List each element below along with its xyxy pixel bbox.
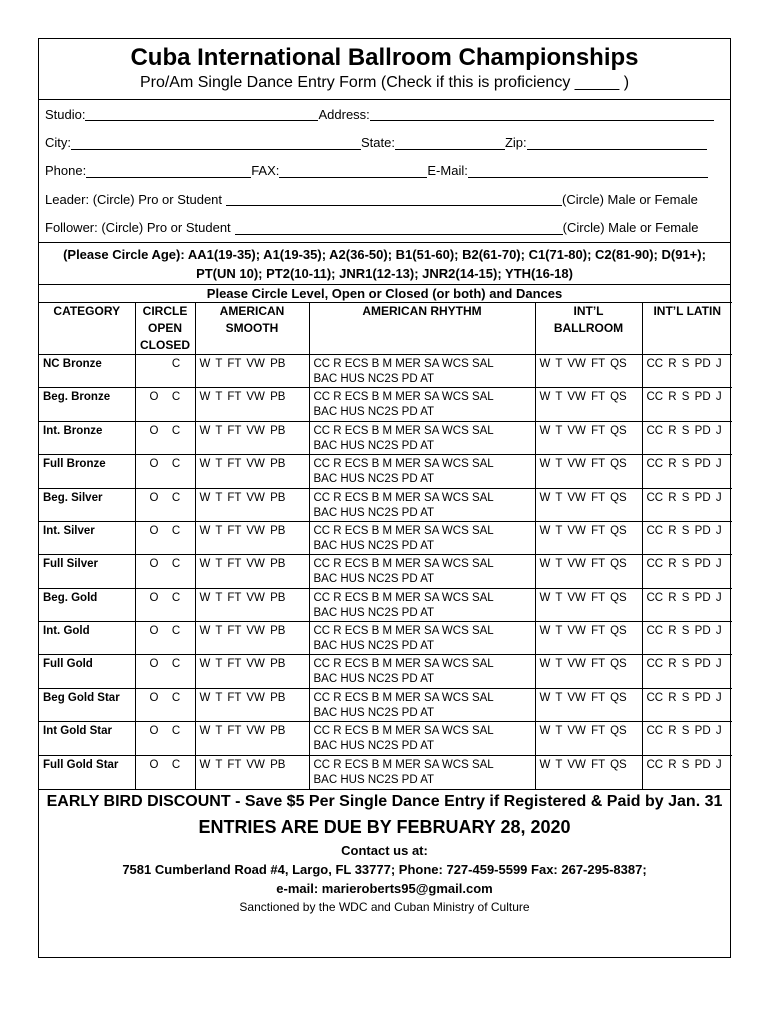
category-label: Full Gold	[39, 655, 135, 688]
smooth-dances[interactable]: W T FT VW PB	[195, 354, 309, 387]
table-row	[39, 555, 732, 588]
table-row	[39, 388, 732, 421]
rhythm-dances[interactable]	[309, 555, 535, 588]
smooth-dances[interactable]: W T FT VW PB	[195, 622, 309, 655]
rhythm-dances-line-2[interactable]: BAC HUS NC2S PD AT	[313, 606, 435, 619]
phone-label: Phone:	[45, 163, 87, 179]
table-row	[39, 722, 732, 755]
table-row	[39, 354, 732, 387]
latin-dances[interactable]: CC R S PD J	[642, 755, 732, 788]
ballroom-dances[interactable]: W T VW FT QS	[535, 588, 642, 621]
contact-title: Contact us at:	[341, 842, 428, 858]
category-label: Int. Bronze	[39, 421, 135, 454]
latin-dances[interactable]: CC R S PD J	[642, 555, 732, 588]
ballroom-dances[interactable]: W T VW FT QS	[535, 555, 642, 588]
leader-label: Leader: (Circle) Pro or Student	[45, 191, 223, 207]
form-footer	[39, 789, 730, 916]
closed-option[interactable]: C	[171, 691, 181, 704]
rhythm-dances-line-1[interactable]: CC R ECS B M MER SA WCS SAL	[313, 558, 494, 571]
closed-option[interactable]: C	[171, 458, 181, 471]
phone-field[interactable]	[86, 164, 251, 178]
ballroom-dances[interactable]: W T VW FT QS	[535, 622, 642, 655]
age-groups-line-2: PT(UN 10); PT2(10-11); JNR1(12-13); JNR2(14-15); YTH(16-18)	[196, 265, 573, 281]
ballroom-dances[interactable]: W T VW FT QS	[535, 455, 642, 488]
due-date-notice: ENTRIES ARE DUE BY FEBRUARY 28, 2020	[198, 816, 571, 837]
open-closed-header: CIRCLE OPEN CLOSED	[135, 302, 195, 354]
open-option[interactable]: O	[149, 524, 159, 537]
open-option[interactable]: O	[149, 625, 159, 638]
smooth-dances[interactable]: W T FT VW PB	[195, 388, 309, 421]
level-instructions: Please Circle Level, Open or Closed (or both) and Dances	[206, 285, 563, 301]
category-label: Int. Gold	[39, 622, 135, 655]
intl-latin-header: INT’L LATIN	[642, 302, 732, 354]
follower-row	[39, 214, 730, 242]
table-row	[39, 588, 732, 621]
rhythm-dances-line-2[interactable]: BAC HUS NC2S PD AT	[313, 473, 435, 486]
sanction-note: Sanctioned by the WDC and Cuban Ministry of Culture	[239, 899, 530, 914]
table-row	[39, 455, 732, 488]
fax-field[interactable]	[279, 164, 427, 178]
leader-row	[39, 185, 730, 213]
ballroom-dances[interactable]: W T VW FT QS	[535, 655, 642, 688]
rhythm-dances[interactable]	[309, 622, 535, 655]
table-row	[39, 622, 732, 655]
email-label: E-Mail:	[427, 163, 468, 179]
rhythm-dances-line-1[interactable]: CC R ECS B M MER SA WCS SAL	[313, 591, 494, 604]
rhythm-dances-line-2[interactable]: BAC HUS NC2S PD AT	[313, 539, 435, 552]
rhythm-dances[interactable]	[309, 755, 535, 788]
rhythm-dances-line-1[interactable]: CC R ECS B M MER SA WCS SAL	[313, 391, 494, 404]
latin-dances[interactable]: CC R S PD J	[642, 388, 732, 421]
ballroom-dances[interactable]: W T VW FT QS	[535, 688, 642, 721]
smooth-dances[interactable]: W T FT VW PB	[195, 521, 309, 554]
open-closed-cell[interactable]	[135, 588, 195, 621]
open-closed-cell[interactable]	[135, 555, 195, 588]
open-option[interactable]: O	[149, 458, 159, 471]
rhythm-dances-line-1[interactable]: CC R ECS B M MER SA WCS SAL	[313, 357, 494, 370]
form-title: Cuba International Ballroom Championships	[130, 44, 639, 71]
open-option[interactable]: O	[149, 491, 159, 504]
closed-option[interactable]: C	[171, 357, 181, 370]
rhythm-dances[interactable]	[309, 421, 535, 454]
phone-fax-email-row	[39, 157, 730, 185]
open-option[interactable]: O	[149, 758, 159, 771]
rhythm-dances-line-1[interactable]: CC R ECS B M MER SA WCS SAL	[313, 524, 494, 537]
studio-label: Studio:	[45, 106, 86, 122]
open-closed-cell[interactable]	[135, 354, 195, 387]
latin-dances[interactable]: CC R S PD J	[642, 588, 732, 621]
address-field[interactable]	[370, 107, 714, 121]
city-field[interactable]	[71, 136, 361, 150]
latin-dances[interactable]: CC R S PD J	[642, 455, 732, 488]
closed-option[interactable]: C	[171, 658, 181, 671]
open-closed-cell[interactable]	[135, 421, 195, 454]
ballroom-dances[interactable]: W T VW FT QS	[535, 354, 642, 387]
entry-form	[38, 38, 731, 958]
latin-dances[interactable]: CC R S PD J	[642, 722, 732, 755]
email-field[interactable]	[468, 164, 708, 178]
open-closed-cell[interactable]	[135, 455, 195, 488]
table-row	[39, 688, 732, 721]
follower-gender-label: (Circle) Male or Female	[562, 220, 699, 236]
open-closed-cell[interactable]	[135, 388, 195, 421]
studio-field[interactable]	[85, 107, 318, 121]
leader-field[interactable]	[226, 192, 562, 206]
studio-address-row	[39, 100, 730, 128]
table-row	[39, 488, 732, 521]
rhythm-dances-line-1[interactable]: CC R ECS B M MER SA WCS SAL	[313, 458, 494, 471]
leader-gender-label: (Circle) Male or Female	[562, 191, 698, 207]
table-row	[39, 521, 732, 554]
state-field[interactable]	[395, 136, 505, 150]
closed-option[interactable]: C	[171, 558, 181, 571]
smooth-dances[interactable]: W T FT VW PB	[195, 688, 309, 721]
open-option[interactable]: O	[149, 658, 159, 671]
state-label: State:	[361, 135, 395, 151]
category-label: Beg. Gold	[39, 588, 135, 621]
rhythm-dances-line-2[interactable]: BAC HUS NC2S PD AT	[313, 640, 435, 653]
closed-option[interactable]: C	[171, 524, 181, 537]
open-closed-cell[interactable]	[135, 655, 195, 688]
ballroom-dances[interactable]: W T VW FT QS	[535, 755, 642, 788]
closed-option[interactable]: C	[171, 491, 181, 504]
open-closed-cell[interactable]	[135, 521, 195, 554]
rhythm-dances[interactable]	[309, 455, 535, 488]
rhythm-dances[interactable]	[309, 588, 535, 621]
open-closed-cell[interactable]	[135, 755, 195, 788]
open-closed-cell[interactable]	[135, 488, 195, 521]
smooth-dances[interactable]: W T FT VW PB	[195, 755, 309, 788]
american-rhythm-header: AMERICAN RHYTHM	[309, 302, 535, 354]
rhythm-dances-line-2[interactable]: BAC HUS NC2S PD AT	[313, 372, 435, 385]
rhythm-dances-line-1[interactable]: CC R ECS B M MER SA WCS SAL	[313, 625, 494, 638]
open-closed-cell[interactable]	[135, 722, 195, 755]
smooth-dances[interactable]: W T FT VW PB	[195, 488, 309, 521]
open-closed-cell[interactable]	[135, 688, 195, 721]
latin-dances[interactable]: CC R S PD J	[642, 488, 732, 521]
table-row	[39, 655, 732, 688]
category-label: Int Gold Star	[39, 722, 135, 755]
category-label: Full Gold Star	[39, 755, 135, 788]
category-label: Full Bronze	[39, 455, 135, 488]
latin-dances[interactable]: CC R S PD J	[642, 521, 732, 554]
follower-field[interactable]	[235, 221, 563, 235]
rhythm-dances-line-2[interactable]: BAC HUS NC2S PD AT	[313, 439, 435, 452]
rhythm-dances[interactable]	[309, 688, 535, 721]
rhythm-dances-line-1[interactable]: CC R ECS B M MER SA WCS SAL	[313, 758, 494, 771]
open-closed-cell[interactable]	[135, 622, 195, 655]
open-option[interactable]: O	[149, 391, 159, 404]
rhythm-dances-line-2[interactable]: BAC HUS NC2S PD AT	[313, 673, 435, 686]
latin-dances[interactable]: CC R S PD J	[642, 688, 732, 721]
rhythm-dances[interactable]	[309, 722, 535, 755]
zip-label: Zip:	[504, 135, 527, 151]
rhythm-dances[interactable]	[309, 488, 535, 521]
latin-dances[interactable]: CC R S PD J	[642, 354, 732, 387]
open-option[interactable]: O	[149, 558, 159, 571]
contact-fields	[39, 100, 730, 243]
rhythm-dances-line-2[interactable]: BAC HUS NC2S PD AT	[313, 573, 435, 586]
closed-option[interactable]: C	[171, 725, 181, 738]
table-header-row	[39, 302, 732, 354]
category-label: Full Silver	[39, 555, 135, 588]
ballroom-dances[interactable]: W T VW FT QS	[535, 722, 642, 755]
form-subtitle: Pro/Am Single Dance Entry Form (Check if this is proficiency _____ )	[139, 74, 630, 91]
ballroom-dances[interactable]: W T VW FT QS	[535, 388, 642, 421]
closed-option[interactable]: C	[171, 591, 181, 604]
rhythm-dances[interactable]	[309, 388, 535, 421]
rhythm-dances-line-2[interactable]: BAC HUS NC2S PD AT	[313, 706, 435, 719]
contact-email: e-mail: marieroberts95@gmail.com	[276, 880, 493, 896]
smooth-dances[interactable]: W T FT VW PB	[195, 555, 309, 588]
closed-option[interactable]: C	[171, 758, 181, 771]
open-option[interactable]: O	[149, 424, 159, 437]
american-smooth-header: AMERICAN SMOOTH	[195, 302, 309, 354]
category-label: Int. Silver	[39, 521, 135, 554]
ballroom-dances[interactable]: W T VW FT QS	[535, 421, 642, 454]
rhythm-dances[interactable]	[309, 354, 535, 387]
smooth-dances[interactable]: W T FT VW PB	[195, 655, 309, 688]
rhythm-dances-line-2[interactable]: BAC HUS NC2S PD AT	[313, 406, 435, 419]
latin-dances[interactable]: CC R S PD J	[642, 622, 732, 655]
rhythm-dances-line-1[interactable]: CC R ECS B M MER SA WCS SAL	[313, 658, 494, 671]
smooth-dances[interactable]: W T FT VW PB	[195, 588, 309, 621]
latin-dances[interactable]: CC R S PD J	[642, 655, 732, 688]
category-label: Beg. Bronze	[39, 388, 135, 421]
latin-dances[interactable]: CC R S PD J	[642, 421, 732, 454]
age-groups	[39, 243, 730, 285]
category-label: Beg Gold Star	[39, 688, 135, 721]
ballroom-dances[interactable]: W T VW FT QS	[535, 521, 642, 554]
rhythm-dances-line-1[interactable]: CC R ECS B M MER SA WCS SAL	[313, 424, 494, 437]
intl-ballroom-header: INT’L BALLROOM	[535, 302, 642, 354]
closed-option[interactable]: C	[171, 625, 181, 638]
rhythm-dances-line-1[interactable]: CC R ECS B M MER SA WCS SAL	[313, 491, 494, 504]
category-header: CATEGORY	[39, 302, 135, 354]
smooth-dances[interactable]: W T FT VW PB	[195, 421, 309, 454]
rhythm-dances-line-1[interactable]: CC R ECS B M MER SA WCS SAL	[313, 691, 494, 704]
form-header	[39, 39, 730, 100]
closed-option[interactable]: C	[171, 391, 181, 404]
follower-label: Follower: (Circle) Pro or Student	[45, 220, 231, 236]
city-state-zip-row	[39, 128, 730, 156]
address-label: Address:	[318, 106, 370, 122]
rhythm-dances-line-1[interactable]: CC R ECS B M MER SA WCS SAL	[313, 725, 494, 738]
age-groups-line-1: (Please Circle Age): AA1(19-35); A1(19-35); A2(36-50); B1(51-60); B2(61-70); C1(71-80); C2(81-90); D(91+);	[63, 246, 706, 262]
table-row	[39, 421, 732, 454]
contact-address: 7581 Cumberland Road #4, Largo, FL 33777; Phone: 727-459-5599 Fax: 267-295-8387;	[122, 861, 647, 877]
entry-table-body	[39, 354, 732, 788]
rhythm-dances-line-2[interactable]: BAC HUS NC2S PD AT	[313, 506, 435, 519]
category-label: NC Bronze	[39, 354, 135, 387]
rhythm-dances[interactable]	[309, 521, 535, 554]
smooth-dances[interactable]: W T FT VW PB	[195, 455, 309, 488]
open-option[interactable]: O	[149, 725, 159, 738]
ballroom-dances[interactable]: W T VW FT QS	[535, 488, 642, 521]
rhythm-dances-line-2[interactable]: BAC HUS NC2S PD AT	[313, 773, 435, 786]
city-label: City:	[45, 135, 71, 151]
closed-option[interactable]: C	[171, 424, 181, 437]
early-bird-notice: EARLY BIRD DISCOUNT - Save $5 Per Single Dance Entry if Registered & Paid by Jan. 31	[46, 792, 723, 810]
fax-label: FAX:	[251, 163, 280, 179]
open-option[interactable]: O	[149, 691, 159, 704]
table-row	[39, 755, 732, 788]
category-label: Beg. Silver	[39, 488, 135, 521]
rhythm-dances[interactable]	[309, 655, 535, 688]
rhythm-dances-line-2[interactable]: BAC HUS NC2S PD AT	[313, 740, 435, 753]
smooth-dances[interactable]: W T FT VW PB	[195, 722, 309, 755]
entry-table	[39, 302, 732, 789]
zip-field[interactable]	[527, 136, 707, 150]
open-option[interactable]: O	[149, 591, 159, 604]
